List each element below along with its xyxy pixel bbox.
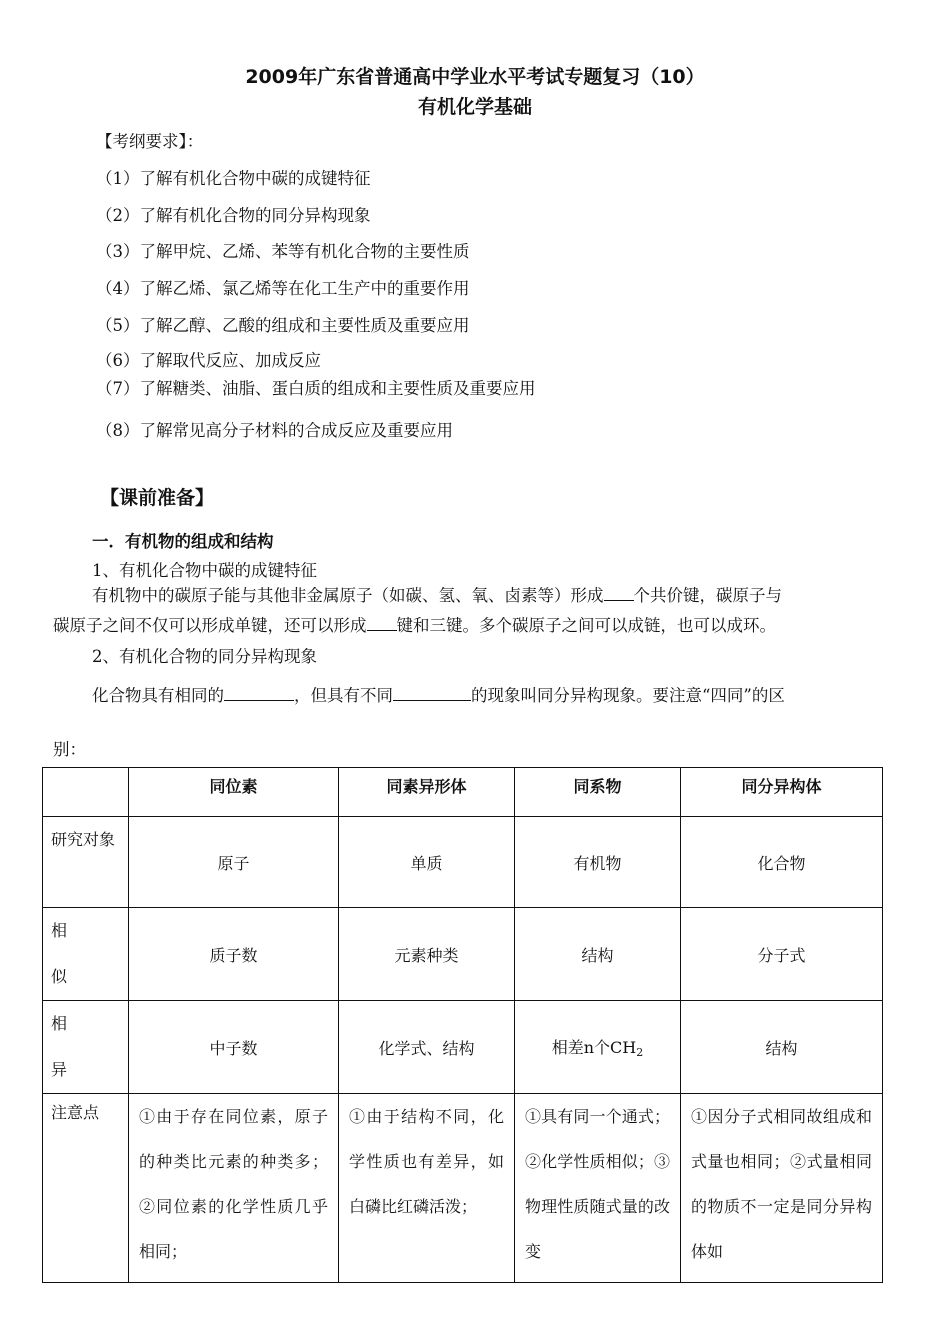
syllabus-item: （7）了解糖类、油脂、蛋白质的组成和主要性质及重要应用: [96, 379, 536, 398]
table-header-cell: [43, 768, 129, 817]
paragraph-line: 有机物中的碳原子能与其他非金属原子（如碳、氢、氧、卤素等）形成 个共价键，碳原子与: [92, 581, 782, 611]
syllabus-item: （6）了解取代反应、加成反应: [96, 351, 321, 370]
syllabus-item: （3）了解甲烷、乙烯、苯等有机化合物的主要性质: [96, 242, 470, 261]
row-label: 研究对象: [43, 817, 129, 908]
paragraph-line: 化合物具有相同的 ，但具有不同 的现象叫同分异构现象。要注意“四同”的区: [92, 681, 785, 711]
table-cell: 质子数: [129, 908, 339, 1001]
syllabus-item: （4）了解乙烯、氯乙烯等在化工生产中的重要作用: [96, 279, 470, 298]
table-cell: 有机物: [515, 817, 681, 908]
subsection-heading: 2、有机化合物的同分异构现象: [92, 647, 317, 666]
table-header-cell: 同位素: [129, 768, 339, 817]
table-cell: 相差n个$CH_2$: [515, 1001, 681, 1094]
table-row: [43, 908, 883, 1001]
table-header-row: [43, 768, 883, 817]
doc-subtitle: 有机化学基础: [417, 96, 532, 118]
table-header-cell: 同分异构体: [681, 768, 883, 817]
comparison-table: [42, 767, 883, 1283]
table-cell: 元素种类: [339, 908, 515, 1001]
syllabus-item: （5）了解乙醇、乙酸的组成和主要性质及重要应用: [96, 316, 470, 335]
paragraph-line: 碳原子之间不仅可以形成单键，还可以形成 键和三键。多个碳原子之间可以成链，也可以成环。: [53, 611, 776, 641]
section-heading: 一．有机物的组成和结构: [92, 532, 274, 551]
table-cell: 结构: [681, 1001, 883, 1094]
prep-heading: 【课前准备】: [100, 487, 215, 509]
table-cell: ①由于存在同位素，原子的种类比元素的种类多；②同位素的化学性质几乎相同；: [129, 1094, 339, 1283]
table-cell: 分子式: [681, 908, 883, 1001]
syllabus-item: （2）了解有机化合物的同分异构现象: [96, 206, 371, 225]
table-cell: ①具有同一个通式；②化学性质相似；③物理性质随式量的改变: [515, 1094, 681, 1283]
table-cell: 化学式、结构: [339, 1001, 515, 1094]
fill-blank: [604, 583, 634, 601]
table-row: [43, 1001, 883, 1094]
row-label: 相异: [43, 1001, 129, 1094]
syllabus-item: （1）了解有机化合物中碳的成键特征: [96, 169, 371, 188]
table-cell: 结构: [515, 908, 681, 1001]
table-row: [43, 1094, 883, 1283]
doc-title: 2009年广东省普通高中学业水平考试专题复习（10）: [245, 66, 705, 88]
row-label: 注意点: [43, 1094, 129, 1283]
paragraph-line: 别：: [53, 740, 86, 759]
table-cell: 化合物: [681, 817, 883, 908]
subsection-heading: 1、有机化合物中碳的成键特征: [92, 561, 317, 580]
syllabus-heading: 【考纲要求】：: [96, 132, 204, 151]
table-cell: ①因分子式相同故组成和式量也相同；②式量相同的物质不一定是同分异构体如: [681, 1094, 883, 1283]
fill-blank: [367, 613, 397, 631]
table-header-cell: 同系物: [515, 768, 681, 817]
table-cell: ①由于结构不同，化学性质也有差异，如白磷比红磷活泼；: [339, 1094, 515, 1283]
syllabus-item: （8）了解常见高分子材料的合成反应及重要应用: [96, 421, 453, 440]
fill-blank: [393, 683, 471, 701]
row-label: 相似: [43, 908, 129, 1001]
table-cell: 单质: [339, 817, 515, 908]
table-cell: 中子数: [129, 1001, 339, 1094]
table-header-cell: 同素异形体: [339, 768, 515, 817]
table-cell: 原子: [129, 817, 339, 908]
table-row: [43, 817, 883, 908]
fill-blank: [224, 683, 294, 701]
subscript: 2: [636, 1046, 644, 1059]
